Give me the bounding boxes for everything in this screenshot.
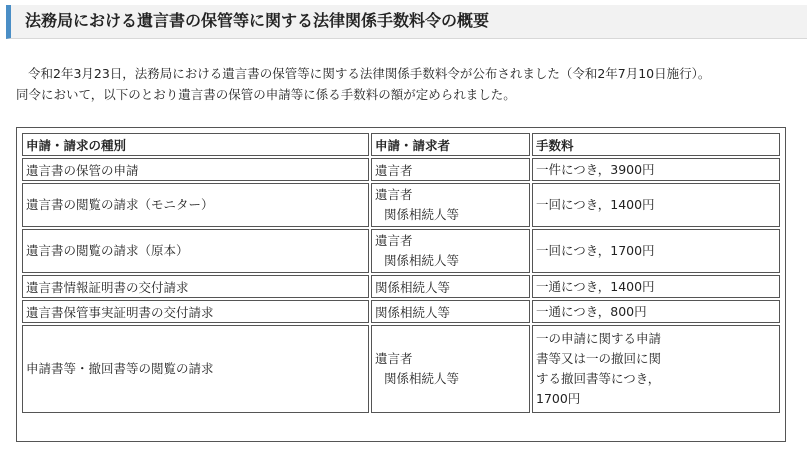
- table-row: [22, 275, 780, 298]
- cell-applicant: [371, 158, 530, 181]
- column-header-fee: 手数料: [532, 133, 780, 156]
- cell-applicant: [371, 275, 530, 298]
- cell-fee: 一通につき，1400円: [532, 275, 780, 298]
- cell-fee: [532, 325, 780, 413]
- table-row: [22, 183, 780, 227]
- intro-line-1: 令和2年3月23日，法務局における遺言書の保管等に関する法律関係手数料令が公布されました（令和2年7月10日施行）。: [28, 66, 711, 81]
- applicant-label: 遺言者: [375, 351, 413, 366]
- applicant-label: 関係相続人等: [375, 279, 451, 295]
- fee-line: する撤回書等につき，: [536, 371, 661, 386]
- cell-type: 遺言書の閲覧の請求（原本）: [22, 229, 369, 273]
- applicant-label: 関係相続人等: [384, 371, 460, 386]
- cell-applicant: [371, 325, 530, 413]
- page-title: 法務局における遺言書の保管等に関する法律関係手数料令の概要: [25, 11, 490, 30]
- cell-applicant: [371, 229, 530, 273]
- cell-fee: 一件につき，3900円: [532, 158, 780, 181]
- table-row: [22, 229, 780, 273]
- applicant-label: 関係相続人等: [384, 253, 460, 268]
- intro-text: [16, 63, 807, 105]
- cell-applicant: [371, 183, 530, 227]
- applicant-label: 関係相続人等: [375, 304, 451, 320]
- fee-table-frame: [16, 127, 786, 442]
- cell-fee: 一通につき，800円: [532, 300, 780, 323]
- cell-type: 遺言書保管事実証明書の交付請求: [22, 300, 369, 323]
- table-row: [22, 300, 780, 323]
- fee-line: 一の申請に関する申請: [536, 331, 662, 346]
- cell-type: 遺言書の閲覧の請求（モニター）: [22, 183, 369, 227]
- table-header-row: [22, 133, 780, 156]
- table-row: [22, 325, 780, 413]
- fee-table: [20, 131, 782, 415]
- cell-type: 遺言書の保管の申請: [22, 158, 369, 181]
- column-header-type: 申請・請求の種別: [22, 133, 369, 156]
- applicant-label: 遺言者: [375, 187, 413, 202]
- cell-fee: 一回につき，1400円: [532, 183, 780, 227]
- cell-type: 申請書等・撤回書等の閲覧の請求: [22, 325, 369, 413]
- cell-fee: 一回につき，1700円: [532, 229, 780, 273]
- applicant-label: 遺言者: [375, 233, 413, 248]
- section-heading: [6, 5, 807, 39]
- column-header-applicant: 申請・請求者: [371, 133, 530, 156]
- fee-line: 書等又は一の撤回に関: [536, 351, 662, 366]
- applicant-label: 関係相続人等: [384, 207, 460, 222]
- applicant-label: 遺言者: [375, 162, 413, 178]
- intro-line-2: 同令において，以下のとおり遺言書の保管の申請等に係る手数料の額が定められました。: [16, 87, 516, 102]
- fee-line: 1700円: [536, 391, 581, 406]
- cell-applicant: [371, 300, 530, 323]
- cell-type: 遺言書情報証明書の交付請求: [22, 275, 369, 298]
- table-row: [22, 158, 780, 181]
